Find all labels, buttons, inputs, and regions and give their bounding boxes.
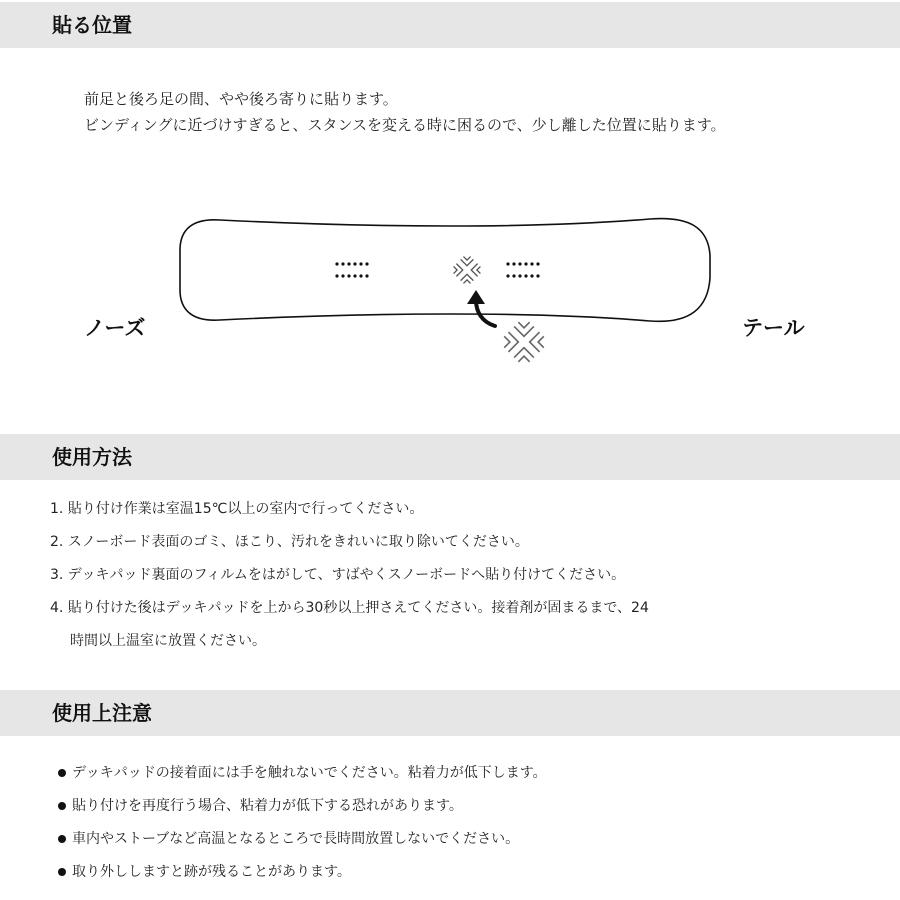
section-title: 貼る位置: [52, 13, 132, 37]
step-item: 3. デッキパッド裏面のフィルムをはがして、すばやくスノーボードへ貼り付けてください。: [50, 567, 626, 583]
step-item: 4. 貼り付けた後はデッキパッドを上から30秒以上押さえてください。接着剤が固まるまで、24: [50, 600, 649, 616]
note-item: [58, 789, 547, 822]
deck-pad-large-icon: [499, 317, 550, 368]
note-text: デッキパッドの接着面には手を触れないでください。粘着力が低下します。: [72, 764, 547, 781]
step-item-continued: 時間以上温室に放置ください。: [70, 633, 266, 649]
section-header-caution: [0, 690, 900, 736]
step-item: 1. 貼り付け作業は室温15℃以上の室内で行ってください。: [50, 501, 424, 517]
section-title: 使用上注意: [52, 701, 152, 725]
section-header-position: [0, 2, 900, 48]
board-outline: [180, 219, 710, 322]
section-header-usage: [0, 434, 900, 480]
intro-line: 前足と後ろ足の間、やや後ろ寄りに貼ります。: [84, 90, 398, 108]
section-title: 使用方法: [52, 445, 132, 469]
board-diagram: [0, 200, 900, 380]
usage-steps: [50, 497, 649, 662]
note-text: 貼り付けを再度行う場合、粘着力が低下する恐れがあります。: [72, 797, 463, 814]
nose-label: ノーズ: [84, 316, 146, 340]
bullet-icon: [58, 868, 66, 876]
tail-label: テール: [742, 316, 805, 340]
step-item: 2. スノーボード表面のゴミ、ほこり、汚れをきれいに取り除いてください。: [50, 534, 529, 550]
intro-line: ビンディングに近づけすぎると、スタンスを変える時に困るので、少し離した位置に貼ります。: [84, 116, 726, 134]
note-item: [58, 822, 547, 855]
note-text: 車内やストーブなど高温となるところで長時間放置しないでください。: [72, 830, 520, 847]
note-text: 取り外ししますと跡が残ることがあります。: [72, 863, 351, 880]
note-item: [58, 855, 547, 888]
bullet-icon: [58, 802, 66, 810]
intro-text: [84, 86, 726, 138]
note-item: [58, 756, 547, 789]
bullet-icon: [58, 769, 66, 777]
caution-list: [58, 756, 547, 888]
snowboard-icon: [0, 200, 900, 380]
bullet-icon: [58, 835, 66, 843]
